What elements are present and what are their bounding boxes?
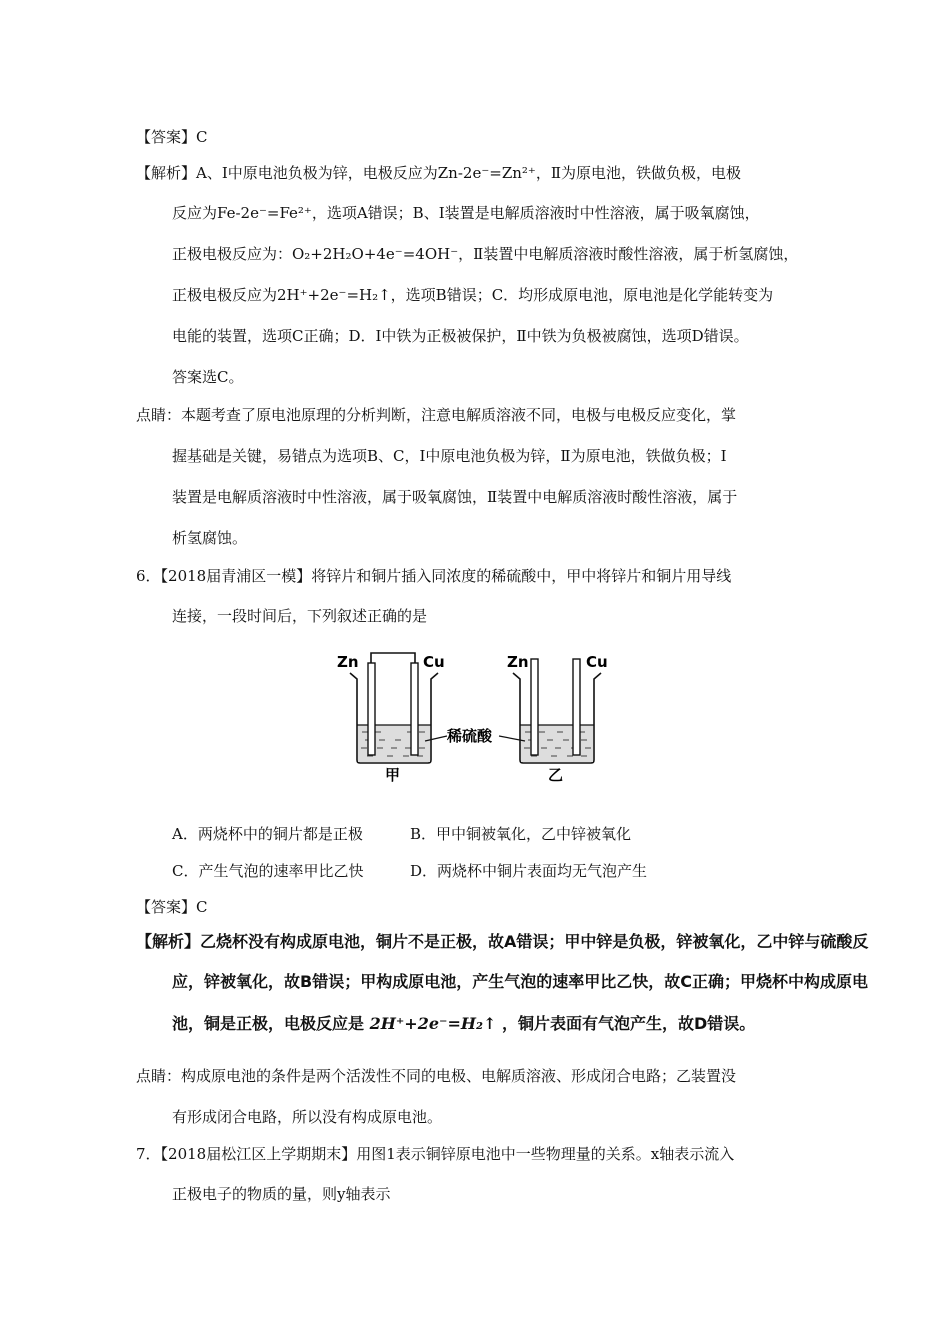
zn-label-left: Zn (337, 653, 359, 671)
analysis-text: ，铜片表面有气泡产生，故D错误。 (501, 1014, 756, 1033)
analysis-line-bold: 【解析】乙烧杯没有构成原电池，铜片不是正极，故A错误；甲中锌是负极，锌被氧化，乙中锌与硫酸反 (136, 932, 869, 951)
cu-label-left: Cu (423, 653, 445, 671)
answer-label-6: 【答案】C (136, 898, 208, 916)
question-6-stem: 连接，一段时间后，下列叙述正确的是 (172, 607, 428, 625)
analysis-line: 正极电极反应为：O₂+2H₂O+4e⁻=4OH⁻，Ⅱ装置中电解质溶液时酸性溶液，属于析氢腐蚀， (172, 245, 799, 263)
option-c: C．产生气泡的速率甲比乙快 (172, 862, 364, 880)
note-line: 点睛：本题考查了原电池原理的分析判断，注意电解质溶液不同，电极与电极反应变化，掌 (136, 406, 737, 424)
analysis-text: 池，铜是正极，电极反应是 (172, 1014, 365, 1033)
beaker-label-yi: 乙 (548, 766, 564, 784)
question-7-stem: 正极电子的物质的量，则y轴表示 (172, 1185, 391, 1203)
option-d: D．两烧杯中铜片表面均无气泡产生 (410, 862, 648, 880)
analysis-line: 正极电极反应为2H⁺+2e⁻=H₂↑，选项B错误；C．均形成原电池，原电池是化学能转变为 (172, 286, 774, 304)
note-line: 装置是电解质溶液时中性溶液，属于吸氧腐蚀，Ⅱ装置中电解质溶液时酸性溶液，属于 (172, 488, 738, 506)
cu-label-right: Cu (586, 653, 608, 671)
equation: 2H⁺+2e⁻=H₂↑ (369, 1014, 497, 1033)
note-line: 有形成闭合电路，所以没有构成原电池。 (172, 1108, 443, 1126)
option-b: B．甲中铜被氧化，乙中锌被氧化 (410, 825, 632, 843)
beaker-label-jia: 甲 (385, 766, 401, 784)
analysis-line-bold (172, 1014, 755, 1034)
note-line: 点睛：构成原电池的条件是两个活泼性不同的电极、电解质溶液、形成闭合电路；乙装置没 (136, 1067, 737, 1085)
acid-label: 稀硫酸 (447, 727, 493, 745)
analysis-line: 答案选C。 (172, 368, 244, 386)
zn-label-right: Zn (507, 653, 529, 671)
analysis-line: 电能的装置，选项C正确；D．Ⅰ中铁为正极被保护，Ⅱ中铁为负极被腐蚀，选项D错误。 (172, 327, 749, 345)
question-6-stem: 6．【2018届青浦区一模】将锌片和铜片插入同浓度的稀硫酸中，甲中将锌片和铜片用导线 (136, 567, 732, 585)
answer-label-5: 【答案】C (136, 128, 208, 146)
option-a: A．两烧杯中的铜片都是正极 (172, 825, 363, 843)
note-line: 析氢腐蚀。 (172, 529, 248, 547)
question-7-stem: 7．【2018届松江区上学期期末】用图1表示铜锌原电池中一些物理量的关系。x轴表示流入 (136, 1145, 735, 1163)
beaker-figure (335, 645, 630, 785)
note-line: 握基础是关键，易错点为选项B、C，Ⅰ中原电池负极为锌，Ⅱ为原电池，铁做负极；Ⅰ (172, 447, 727, 465)
analysis-line-bold: 应，锌被氧化，故B错误；甲构成原电池，产生气泡的速率甲比乙快，故C正确；甲烧杯中构成原电 (172, 972, 868, 991)
beaker-right (513, 659, 601, 763)
analysis-line: 反应为Fe-2e⁻=Fe²⁺，选项A错误；B、Ⅰ装置是电解质溶液时中性溶液，属于吸氧腐蚀， (172, 204, 760, 222)
analysis-line: 【解析】A、Ⅰ中原电池负极为锌，电极反应为Zn-2e⁻=Zn²⁺，Ⅱ为原电池，铁做负极，电极 (136, 164, 742, 182)
